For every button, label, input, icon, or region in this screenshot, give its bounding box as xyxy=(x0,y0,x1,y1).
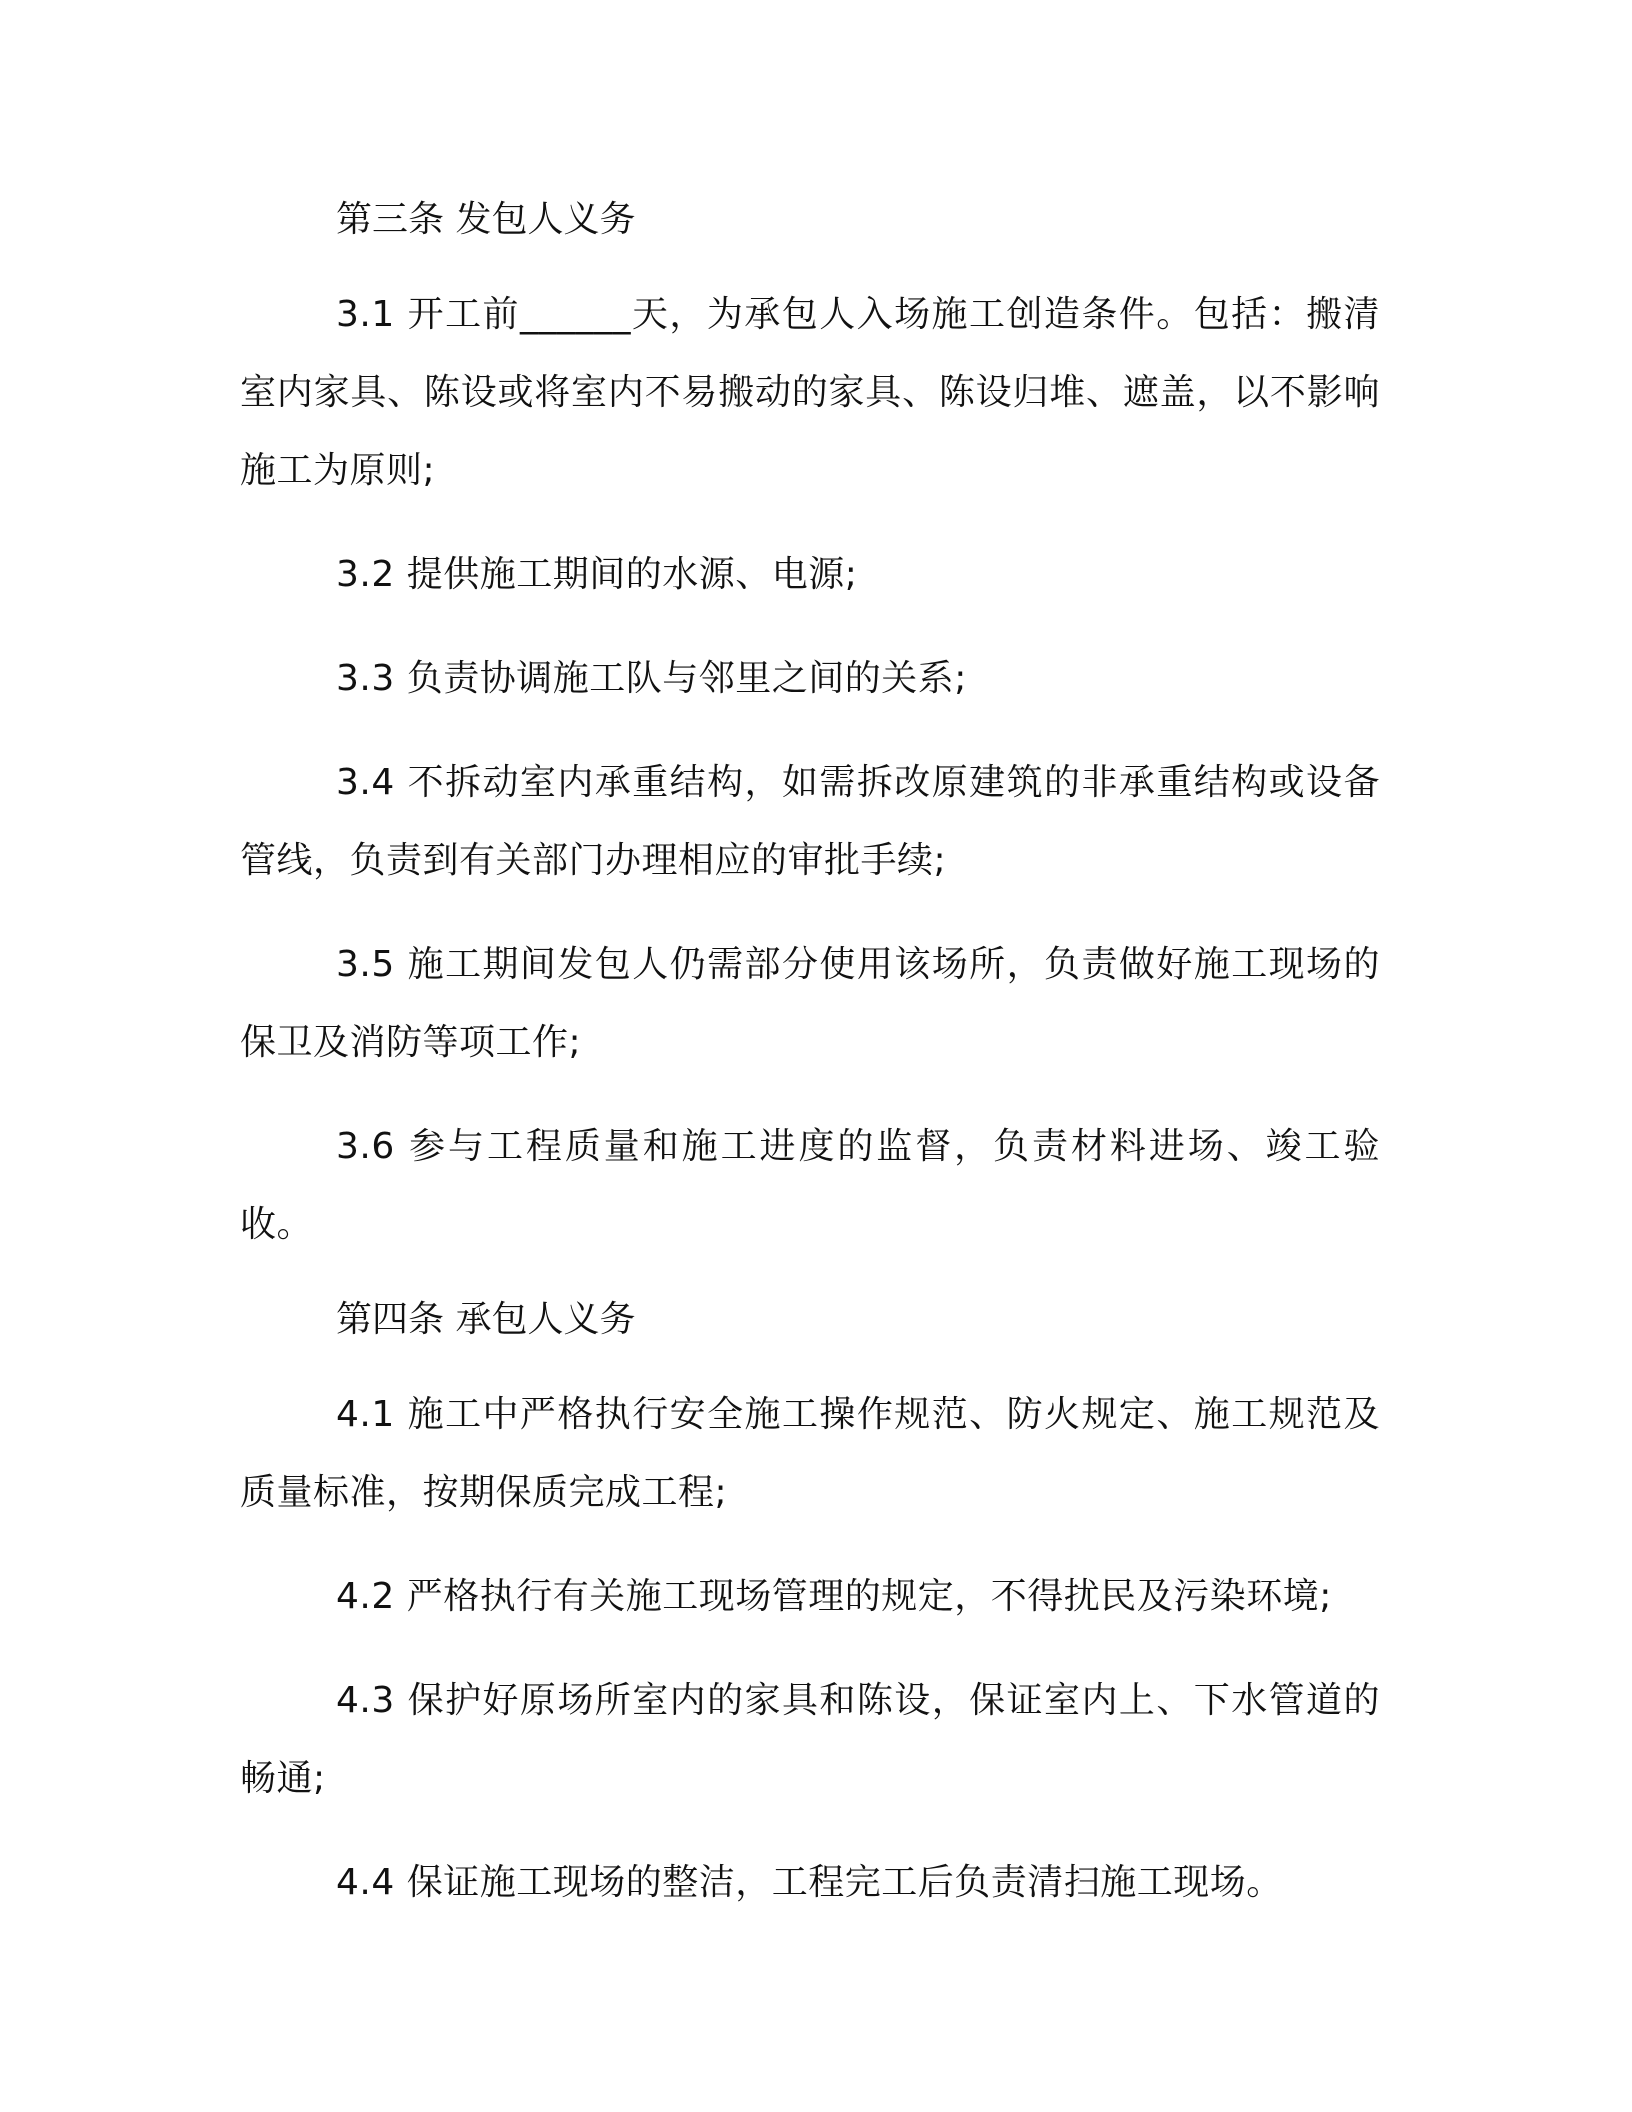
clause-3-6: 3.6 参与工程质量和施工进度的监督，负责材料进场、竣工验收。 xyxy=(240,1126,1380,1245)
clause-3-1: 3.1 开工前______天，为承包人入场施工创造条件。包括：搬清室内家具、陈设或将室内不易搬动的家具、陈设归堆、遮盖，以不影响施工为原则; xyxy=(240,294,1380,491)
document-body xyxy=(240,190,1380,1948)
clause-4-4: 4.4 保证施工现场的整洁，工程完工后负责清扫施工现场。 xyxy=(336,1862,1283,1903)
clause-4-3: 4.3 保护好原场所室内的家具和陈设，保证室内上、下水管道的畅通; xyxy=(240,1680,1380,1799)
clause-3-5: 3.5 施工期间发包人仍需部分使用该场所，负责做好施工现场的保卫及消防等项工作; xyxy=(240,944,1380,1063)
article-3-heading: 第三条 发包人义务 xyxy=(336,199,636,240)
clause-3-2: 3.2 提供施工期间的水源、电源; xyxy=(336,554,858,595)
clause-3-4: 3.4 不拆动室内承重结构，如需拆改原建筑的非承重结构或设备管线，负责到有关部门办理相应的审批手续; xyxy=(240,762,1380,881)
clause-4-2: 4.2 严格执行有关施工现场管理的规定，不得扰民及污染环境; xyxy=(336,1576,1332,1617)
clause-4-1: 4.1 施工中严格执行安全施工操作规范、防火规定、施工规范及质量标准，按期保质完成工程; xyxy=(240,1394,1380,1513)
clause-3-3: 3.3 负责协调施工队与邻里之间的关系; xyxy=(336,658,967,699)
article-4-heading: 第四条 承包人义务 xyxy=(336,1299,636,1340)
